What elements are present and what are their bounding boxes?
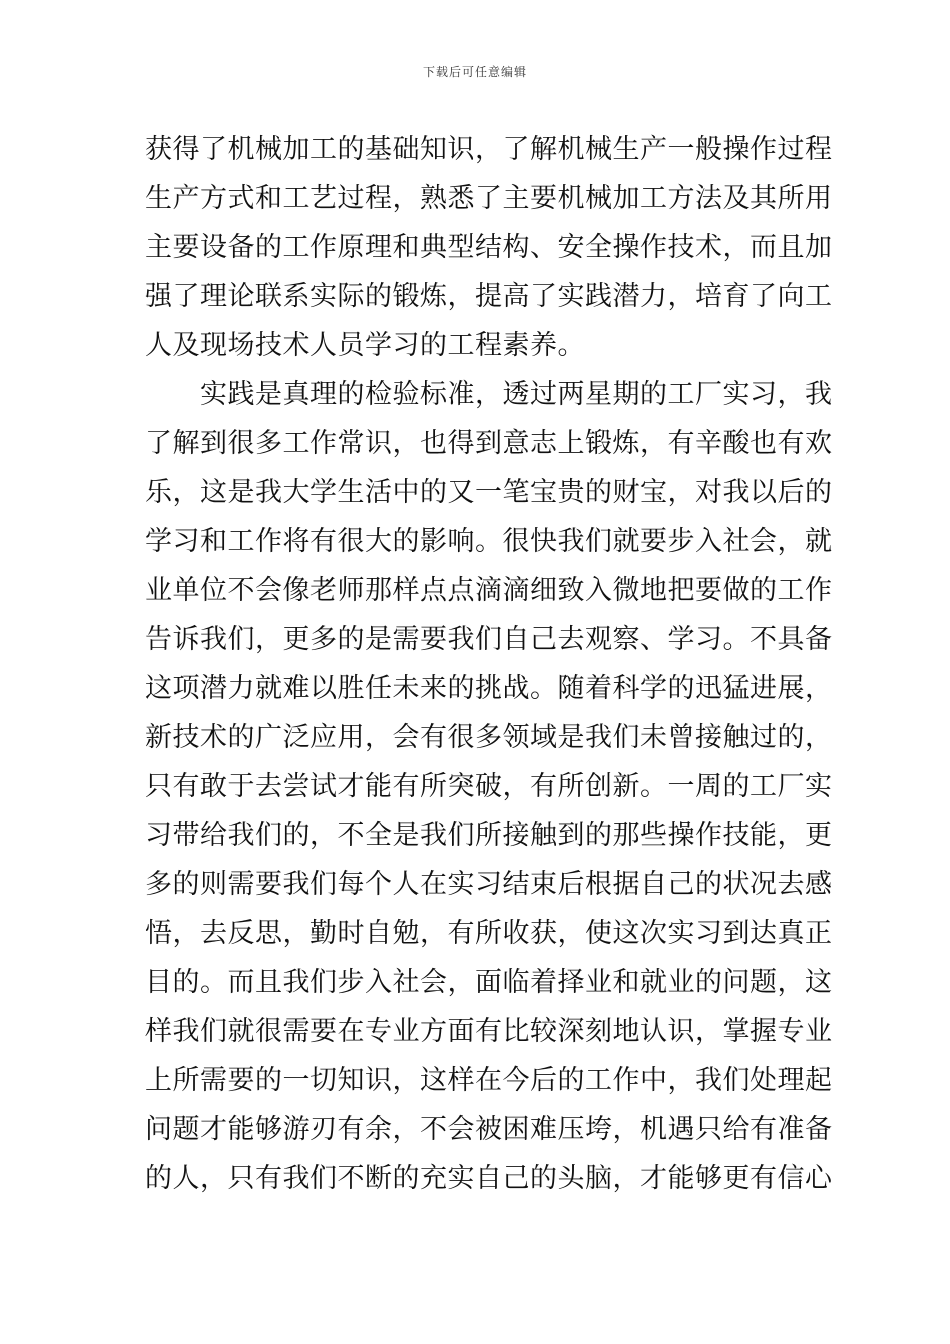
text-line: 目的。而且我们步入社会，面临着择业和就业的问题，这 bbox=[145, 967, 833, 998]
text-line: 新技术的广泛应用，会有很多领域是我们未曾接触过的， bbox=[145, 722, 833, 753]
text-line: 问题才能够游刃有余，不会被困难压垮，机遇只给有准备 bbox=[145, 1114, 833, 1145]
text-line: 悟，去反思，勤时自勉，有所收获，使这次实习到达真正 bbox=[145, 918, 833, 949]
text-line: 实践是真理的检验标准，透过两星期的工厂实习，我 bbox=[145, 379, 833, 410]
page-header: 下载后可任意编辑 bbox=[422, 65, 527, 79]
text-line: 强了理论联系实际的锻炼，提高了实践潜力，培育了向工 bbox=[145, 281, 833, 312]
text-line: 告诉我们，更多的是需要我们自己去观察、学习。不具备 bbox=[145, 624, 833, 655]
text-line: 乐，这是我大学生活中的又一笔宝贵的财宝，对我以后的 bbox=[145, 477, 833, 508]
text-line: 这项潜力就难以胜任未来的挑战。随着科学的迅猛进展， bbox=[145, 673, 833, 704]
text-line: 样我们就很需要在专业方面有比较深刻地认识，掌握专业 bbox=[145, 1016, 833, 1047]
text-line: 业单位不会像老师那样点点滴滴细致入微地把要做的工作 bbox=[145, 575, 833, 606]
text-line: 学习和工作将有很大的影响。很快我们就要步入社会，就 bbox=[145, 526, 833, 557]
text-line: 上所需要的一切知识，这样在今后的工作中，我们处理起 bbox=[145, 1065, 833, 1096]
text-line: 生产方式和工艺过程，熟悉了主要机械加工方法及其所用 bbox=[145, 183, 833, 214]
text-line: 习带给我们的，不全是我们所接触到的那些操作技能，更 bbox=[145, 820, 833, 851]
body-text bbox=[145, 125, 833, 1203]
text-line: 的人，只有我们不断的充实自己的头脑，才能够更有信心 bbox=[145, 1163, 833, 1194]
text-line: 人及现场技术人员学习的工程素养。 bbox=[145, 330, 585, 361]
text-line: 获得了机械加工的基础知识，了解机械生产一般操作过程 bbox=[145, 134, 833, 165]
text-line: 了解到很多工作常识，也得到意志上锻炼，有辛酸也有欢 bbox=[145, 428, 833, 459]
text-line: 多的则需要我们每个人在实习结束后根据自己的状况去感 bbox=[145, 869, 833, 900]
text-line: 只有敢于去尝试才能有所突破，有所创新。一周的工厂实 bbox=[145, 771, 833, 802]
text-line: 主要设备的工作原理和典型结构、安全操作技术，而且加 bbox=[145, 232, 833, 263]
